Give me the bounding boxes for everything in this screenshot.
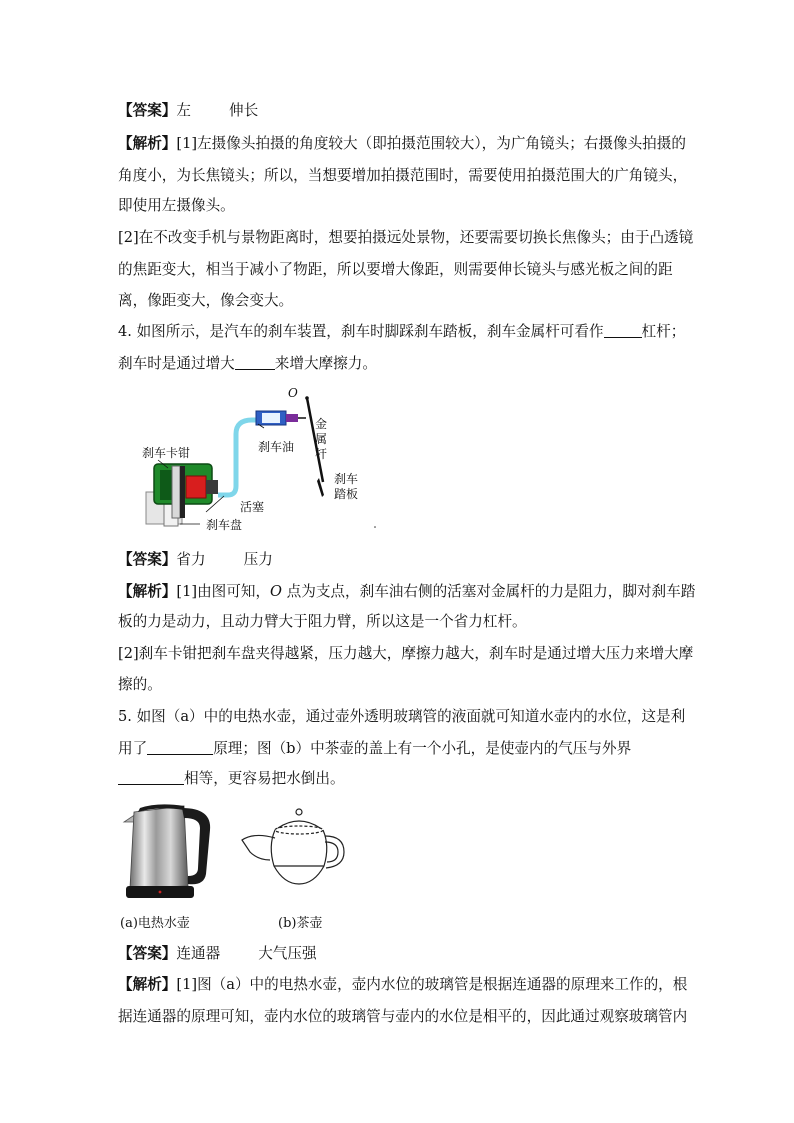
answer-label: 【答案】 — [118, 102, 177, 119]
question-4-line — [118, 354, 377, 374]
question-text: 刹车时是通过增大 — [118, 355, 235, 372]
question-5-line — [118, 769, 345, 789]
piston-label: 活塞 — [240, 500, 265, 514]
caliper-label: 刹车卡钳 — [142, 446, 191, 460]
pivot-o: O — [270, 583, 283, 600]
answer-value-2: 压力 — [243, 551, 273, 568]
pivot-label-o: O — [288, 386, 298, 400]
analysis-text: [1]由图可知， — [176, 583, 271, 600]
answer-line — [118, 944, 317, 964]
brake-system-figure — [118, 382, 388, 532]
answer-line — [118, 101, 258, 121]
answer-value-2: 伸长 — [229, 102, 259, 119]
question-5-line: 5. 如图（a）中的电热水壶，通过壶外透明玻璃管的液面就可知道水壶内的水位，这是利 — [118, 708, 686, 725]
analysis-label: 【解析】 — [118, 583, 177, 600]
pedal-label-1: 刹车 — [334, 472, 359, 486]
teapot-caption: (b)茶壶 — [278, 916, 323, 931]
pedal-label-2: 踏板 — [334, 487, 359, 501]
question-text: 原理；图（b）中茶壶的盖上有一个小孔，是使壶内的气压与外界 — [213, 740, 632, 757]
question-text: 相等，更容易把水倒出。 — [184, 770, 345, 787]
analysis-label: 【解析】 — [118, 976, 177, 993]
analysis-line: 离，像距变大，像会变大。 — [118, 292, 294, 309]
analysis-line — [118, 134, 686, 154]
answer-label: 【答案】 — [118, 945, 177, 962]
analysis-line: [2]刹车卡钳把刹车盘夹得越紧，压力越大，摩擦力越大，刹车时是通过增大压力来增大摩 — [118, 645, 694, 662]
answer-value-1: 连通器 — [176, 945, 221, 962]
answer-blank — [604, 323, 642, 338]
answer-blank — [118, 770, 184, 785]
answer-value-1: 省力 — [176, 551, 206, 568]
answer-value-2: 大气压强 — [258, 945, 317, 962]
question-text: 4. 如图所示，是汽车的刹车装置，刹车时脚踩刹车踏板，刹车金属杆可看作 — [118, 323, 604, 340]
analysis-line: 据连通器的原理可知，壶内水位的玻璃管与壶内的水位是相平的，因此通过观察玻璃管内 — [118, 1008, 688, 1025]
question-text: 用了 — [118, 740, 148, 757]
analysis-line: 板的力是动力，且动力臂大于阻力臂，所以这是一个省力杠杆。 — [118, 613, 527, 630]
oil-label: 刹车油 — [258, 440, 295, 454]
question-5-line — [118, 739, 631, 759]
analysis-text: 点为支点，刹车油右侧的活塞对金属杆的力是阻力，脚对刹车踏 — [282, 583, 696, 600]
kettle-caption: (a)电热水壶 — [120, 916, 190, 931]
kettle-teapot-figure — [118, 800, 368, 940]
rod-label-3: 杆 — [315, 447, 328, 461]
analysis-label: 【解析】 — [118, 135, 177, 152]
answer-blank — [147, 740, 213, 755]
analysis-line: 擦的。 — [118, 676, 162, 693]
question-4-line — [118, 322, 685, 342]
answer-line — [118, 550, 273, 570]
analysis-line: [2]在不改变手机与景物距离时，想要拍摄远处景物，还要需要切换长焦像头；由于凸透镜 — [118, 229, 694, 246]
disk-label: 刹车盘 — [206, 518, 243, 532]
analysis-text: [1]左摄像头拍摄的角度较大（即拍摄范围较大），为广角镜头；右摄像头拍摄的 — [176, 135, 686, 152]
rod-label-1: 金 — [315, 417, 328, 431]
analysis-line — [118, 582, 695, 602]
analysis-text: [1]图（a）中的电热水壶，壶内水位的玻璃管是根据连通器的原理来工作的，根 — [176, 976, 688, 993]
analysis-line: 即使用左摄像头。 — [118, 197, 235, 214]
analysis-line: 角度小，为长焦镜头；所以，当想要增加拍摄范围时，需要使用拍摄范围大的广角镜头， — [118, 167, 688, 184]
rod-label-2: 属 — [315, 432, 328, 446]
kettle-teapot-drawing — [118, 800, 368, 915]
question-text: 杠杆； — [641, 323, 686, 340]
analysis-line: 的焦距变大，相当于减小了物距，所以要增大像距，则需要伸长镜头与感光板之间的距 — [118, 261, 673, 278]
answer-value-1: 左 — [176, 102, 191, 119]
answer-label: 【答案】 — [118, 551, 177, 568]
analysis-line — [118, 975, 687, 995]
answer-blank — [235, 355, 275, 370]
question-text: 来增大摩擦力。 — [274, 355, 377, 372]
